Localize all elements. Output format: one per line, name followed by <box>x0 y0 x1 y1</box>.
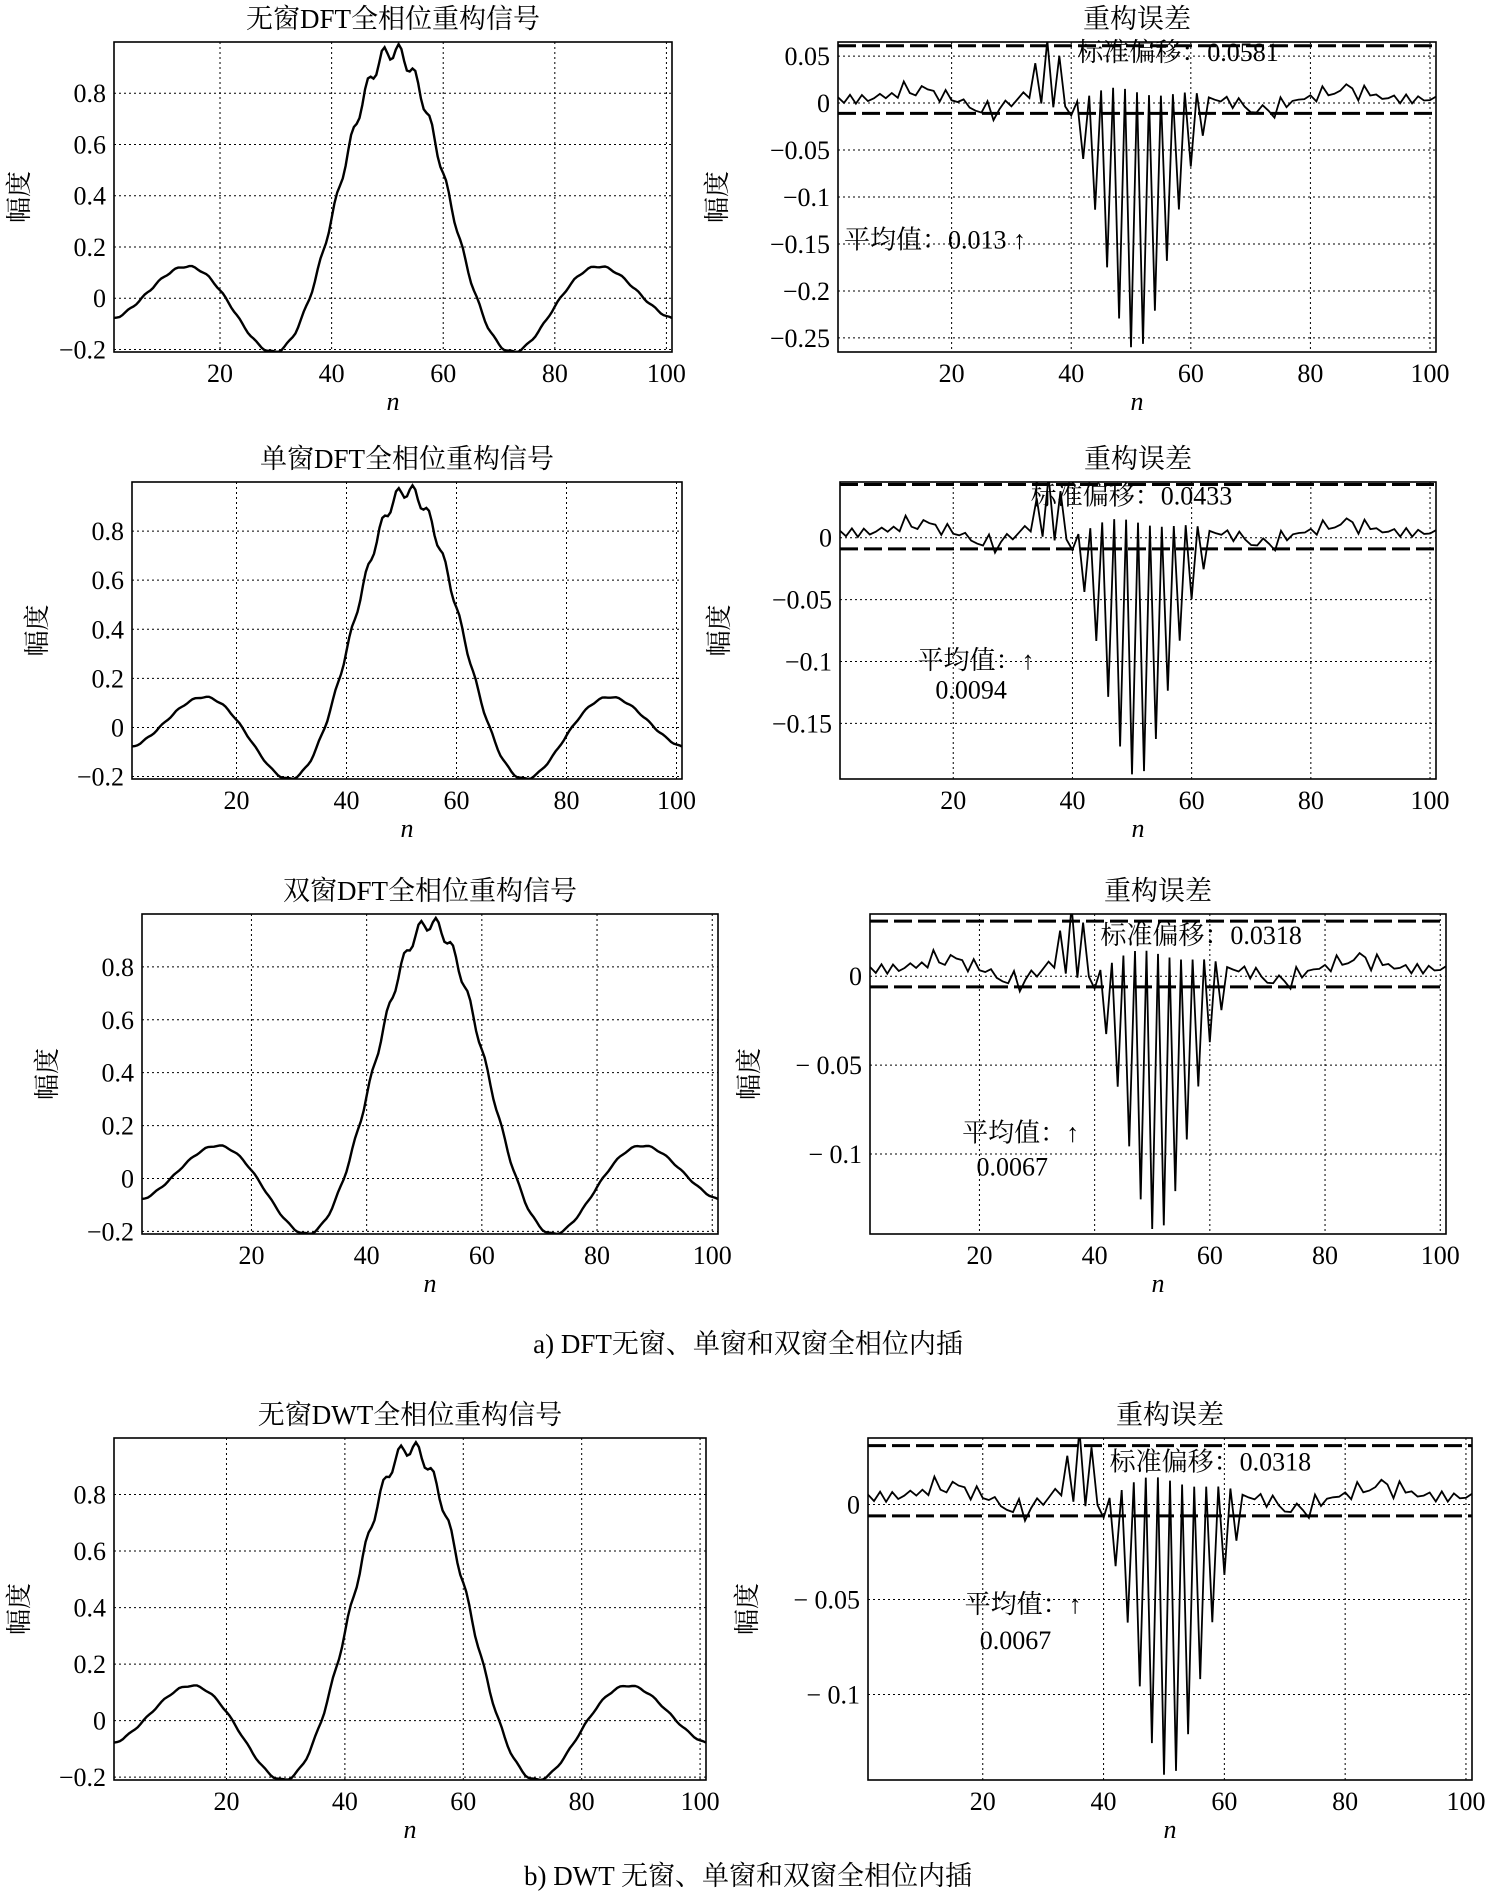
x-axis-label: n <box>1131 814 1145 843</box>
y-tick-label: 0 <box>819 523 832 553</box>
annotation-label: 平均值：↑ <box>917 645 1035 675</box>
y-tick-label: − 0.05 <box>793 1585 860 1615</box>
x-tick-label: 60 <box>1178 786 1205 815</box>
y-tick-label: 0.6 <box>101 1005 134 1035</box>
x-tick-label: 80 <box>1312 1241 1339 1270</box>
y-tick-label: 0.2 <box>73 1650 106 1680</box>
y-tick-label: −0.2 <box>86 1217 134 1247</box>
y-axis-label: 幅度 <box>5 170 34 224</box>
series-line <box>114 44 672 352</box>
y-tick-label: 0.05 <box>784 42 830 72</box>
y-tick-label: 0.4 <box>73 1593 106 1623</box>
x-tick-label: 100 <box>657 786 696 815</box>
x-tick-label: 40 <box>1090 1787 1117 1816</box>
annotation-label: 平均值：↑ <box>964 1589 1082 1619</box>
y-axis-label: 幅度 <box>703 170 732 224</box>
x-tick-label: 40 <box>1059 786 1086 815</box>
y-tick-label: −0.05 <box>769 136 830 166</box>
chart-title: 重构误差 <box>1084 444 1192 474</box>
x-axis-label: n <box>400 814 414 843</box>
y-tick-label: −0.15 <box>769 229 830 259</box>
y-tick-label: 0 <box>849 962 862 992</box>
x-tick-label: 80 <box>584 1241 611 1270</box>
series-line <box>840 476 1436 774</box>
annotation-label: 平均值：0.013 ↑ <box>843 225 1026 255</box>
series-line <box>870 906 1446 1229</box>
y-tick-label: 0 <box>121 1164 134 1194</box>
chart-panel-1 <box>703 4 1450 416</box>
x-tick-label: 60 <box>1196 1241 1223 1270</box>
annotation-label: 0.0094 <box>935 675 1007 705</box>
annotation-label: 平均值：↑ <box>962 1118 1080 1148</box>
chart-title: 无窗DFT全相位重构信号 <box>245 4 541 34</box>
plot-frame <box>114 42 672 352</box>
chart-panel-4 <box>33 876 732 1298</box>
series-line <box>132 485 682 779</box>
y-tick-label: −0.2 <box>58 335 106 365</box>
x-tick-label: 20 <box>966 1241 993 1270</box>
x-tick-label: 60 <box>1177 359 1204 388</box>
y-tick-label: − 0.1 <box>808 1140 862 1169</box>
chart-title: 重构误差 <box>1116 1400 1224 1430</box>
series-line <box>114 1442 706 1780</box>
chart-title: 重构误差 <box>1083 4 1191 34</box>
x-axis-label: n <box>403 1815 417 1844</box>
x-tick-label: 80 <box>1297 786 1324 815</box>
x-tick-label: 60 <box>430 359 457 388</box>
plot-frame <box>114 1438 706 1780</box>
chart-title: 双窗DFT全相位重构信号 <box>282 876 578 906</box>
x-axis-label: n <box>1130 387 1144 416</box>
x-tick-label: 80 <box>568 1787 595 1816</box>
caption-b: b) DWT 无窗、单窗和双窗全相位内插 <box>524 1861 972 1891</box>
y-tick-label: 0 <box>111 713 124 743</box>
x-tick-label: 60 <box>443 786 470 815</box>
y-tick-label: − 0.05 <box>795 1051 862 1081</box>
y-tick-label: −0.2 <box>58 1763 106 1793</box>
y-tick-label: −0.2 <box>782 276 830 306</box>
x-tick-label: 20 <box>938 359 965 388</box>
y-tick-label: 0.4 <box>73 181 106 211</box>
y-tick-label: 0 <box>847 1490 860 1520</box>
x-tick-label: 20 <box>213 1787 240 1816</box>
y-tick-label: − 0.1 <box>806 1680 860 1710</box>
y-tick-label: 0 <box>93 1706 106 1736</box>
y-axis-label: 幅度 <box>705 604 734 657</box>
y-tick-label: 0.6 <box>91 566 124 596</box>
annotation-label: 标准偏移：0.0318 <box>1100 921 1302 951</box>
plot-frame <box>142 914 718 1234</box>
y-tick-label: 0.8 <box>73 79 106 109</box>
y-tick-label: 0.6 <box>73 1537 106 1567</box>
x-tick-label: 100 <box>1446 1787 1486 1816</box>
series-line <box>838 37 1436 347</box>
x-tick-label: 100 <box>646 359 686 388</box>
chart-panel-2 <box>23 444 696 843</box>
y-tick-label: −0.25 <box>769 323 830 353</box>
chart-panel-7 <box>733 1400 1485 1844</box>
y-axis-label: 幅度 <box>23 604 52 657</box>
y-tick-label: 0.2 <box>101 1111 134 1141</box>
x-axis-label: n <box>1163 1815 1177 1844</box>
y-axis-label: 幅度 <box>5 1582 34 1636</box>
annotation-label: 标准偏移：0.0433 <box>1030 481 1233 511</box>
x-tick-label: 100 <box>680 1787 720 1816</box>
x-tick-label: 80 <box>541 359 568 388</box>
chart-title: 单窗DFT全相位重构信号 <box>259 444 555 474</box>
y-tick-label: −0.15 <box>771 709 832 739</box>
x-tick-label: 80 <box>1297 359 1324 388</box>
x-tick-label: 40 <box>318 359 345 388</box>
x-tick-label: 100 <box>692 1241 732 1270</box>
y-tick-label: −0.1 <box>784 647 832 677</box>
x-tick-label: 40 <box>353 1241 380 1270</box>
x-tick-label: 40 <box>333 786 360 815</box>
x-tick-label: 100 <box>1410 359 1450 388</box>
x-axis-label: n <box>386 387 400 416</box>
y-tick-label: 0.4 <box>101 1058 134 1088</box>
x-tick-label: 40 <box>1081 1241 1108 1270</box>
chart-panel-3 <box>705 444 1450 843</box>
x-tick-label: 60 <box>468 1241 495 1270</box>
chart-panel-0 <box>5 4 686 416</box>
chart-title: 重构误差 <box>1104 876 1212 906</box>
y-tick-label: 0.8 <box>101 952 134 982</box>
x-axis-label: n <box>1151 1269 1165 1298</box>
x-tick-label: 20 <box>969 1787 996 1816</box>
y-axis-label: 幅度 <box>33 1047 62 1101</box>
y-tick-label: 0.2 <box>91 664 124 694</box>
x-tick-label: 20 <box>940 786 967 815</box>
x-tick-label: 40 <box>1058 359 1085 388</box>
annotation-label: 标准偏移：0.0318 <box>1109 1447 1312 1477</box>
x-tick-label: 40 <box>331 1787 358 1816</box>
x-tick-label: 80 <box>1332 1787 1359 1816</box>
plot-frame <box>132 482 682 779</box>
y-tick-label: 0 <box>817 89 830 119</box>
x-tick-label: 60 <box>450 1787 477 1816</box>
annotation-label: 0.0067 <box>976 1152 1049 1182</box>
annotation-label: 0.0067 <box>979 1625 1052 1655</box>
y-tick-label: −0.2 <box>76 762 124 792</box>
x-tick-label: 80 <box>553 786 580 815</box>
y-tick-label: 0 <box>93 284 106 314</box>
y-tick-label: 0.6 <box>73 130 106 160</box>
y-tick-label: 0.8 <box>91 517 124 547</box>
chart-panel-5 <box>735 876 1460 1298</box>
y-tick-label: 0.4 <box>91 615 124 645</box>
y-axis-label: 幅度 <box>733 1582 762 1636</box>
series-line <box>142 918 718 1234</box>
x-tick-label: 20 <box>238 1241 265 1270</box>
x-tick-label: 100 <box>1410 786 1450 815</box>
x-axis-label: n <box>423 1269 437 1298</box>
y-tick-label: −0.05 <box>771 585 832 615</box>
chart-panel-6 <box>5 1400 720 1844</box>
annotation-label: 标准偏移：0.0581 <box>1077 37 1279 67</box>
x-tick-label: 20 <box>207 359 234 388</box>
x-tick-label: 100 <box>1420 1241 1460 1270</box>
series-line <box>868 1429 1472 1774</box>
caption-a: a) DFT无窗、单窗和双窗全相位内插 <box>533 1329 963 1359</box>
y-tick-label: 0.8 <box>73 1480 106 1510</box>
chart-title: 无窗DWT全相位重构信号 <box>257 1400 563 1430</box>
x-tick-label: 20 <box>223 786 250 815</box>
y-axis-label: 幅度 <box>735 1047 764 1101</box>
y-tick-label: 0.2 <box>73 232 106 262</box>
y-tick-label: −0.1 <box>782 183 830 212</box>
x-tick-label: 60 <box>1211 1787 1238 1816</box>
